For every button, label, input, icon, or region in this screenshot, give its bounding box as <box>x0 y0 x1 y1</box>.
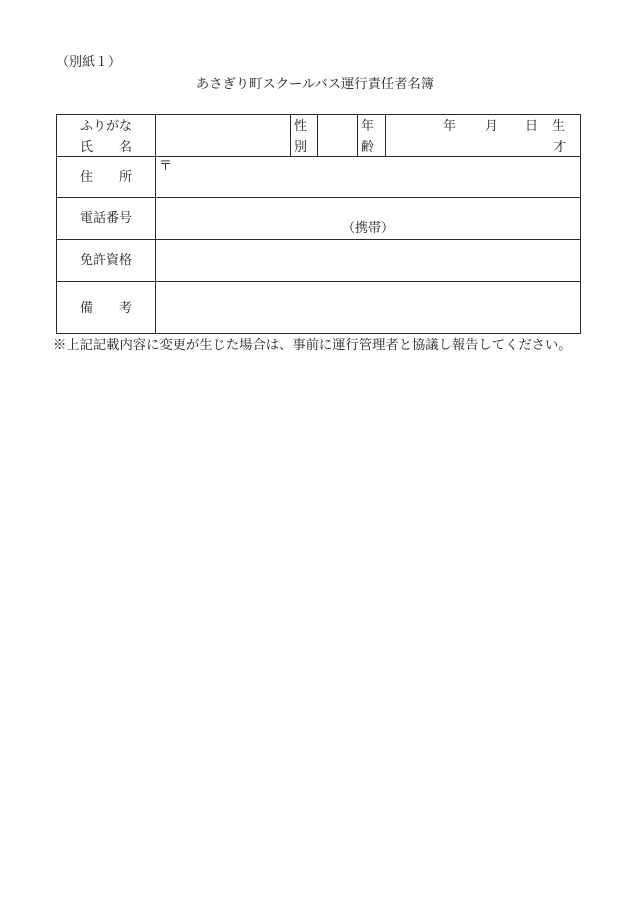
age-label-top: 年 <box>361 119 375 134</box>
name-row <box>57 115 581 157</box>
mobile-label: （携帯） <box>341 221 394 236</box>
phone-label-cell <box>57 198 156 240</box>
license-value-cell <box>156 240 581 282</box>
address-label: 住 所 <box>79 170 132 185</box>
gender-value-cell <box>318 115 358 157</box>
birth-day-label: 日 <box>525 119 539 134</box>
age-unit-label: 才 <box>553 140 567 155</box>
name-label-cell <box>57 115 156 157</box>
postal-mark: 〒 <box>159 159 173 174</box>
birth-month-label: 月 <box>485 119 499 134</box>
license-label-cell <box>57 240 156 282</box>
age-label-bottom: 齢 <box>361 140 375 155</box>
roster-table <box>56 114 581 334</box>
remarks-label-cell <box>57 282 156 334</box>
address-value-cell <box>156 157 581 198</box>
address-label-cell <box>57 157 156 198</box>
footnote: ※上記記載内容に変更が生じた場合は、事前に運行管理者と協議し報告してください。 <box>53 338 572 353</box>
age-label-cell <box>358 115 386 157</box>
address-row <box>57 157 581 198</box>
attachment-label: （別紙１） <box>56 55 122 70</box>
birthdate-age-cell <box>386 115 581 157</box>
remarks-value-cell <box>156 282 581 334</box>
phone-value-cell <box>156 198 581 240</box>
license-label: 免許資格 <box>79 253 132 268</box>
name-label: 氏 名 <box>79 140 132 155</box>
phone-label: 電話番号 <box>79 211 132 226</box>
name-value-cell <box>156 115 291 157</box>
birth-year-label: 年 <box>443 119 457 134</box>
gender-label-top: 性 <box>294 119 308 134</box>
furigana-label: ふりがな <box>79 119 132 134</box>
gender-label-cell <box>291 115 318 157</box>
license-row <box>57 240 581 282</box>
phone-row <box>57 198 581 240</box>
remarks-label: 備 考 <box>79 301 132 316</box>
birth-suffix-label: 生 <box>552 119 566 134</box>
remarks-row <box>57 282 581 334</box>
gender-label-bottom: 別 <box>294 140 308 155</box>
document-title: あさぎり町スクールバス運行責任者名簿 <box>195 77 435 92</box>
